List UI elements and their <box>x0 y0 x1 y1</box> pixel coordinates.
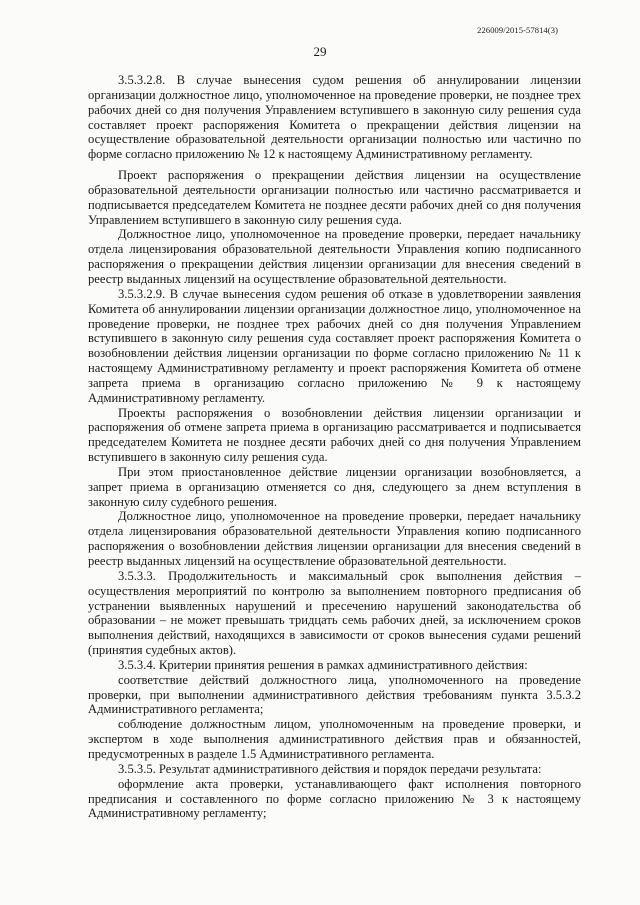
page-number: 29 <box>313 44 327 59</box>
paragraph-license-resumed: При этом приостановленное действие лицензии организации возобновляется, а запрет приема в организацию отменяется со дня, следующего за днем вступления в законную силу судебного решения. <box>88 464 581 509</box>
paragraph-criterion-compliance: соответствие действий должностного лица, уполномоченного на проведение проверки, при выполнении административного действия требованиям пункта 3.5.3.2 Административного регламента; <box>88 672 581 717</box>
paragraph-result-act: оформление акта проверки, устанавливающего факт исполнения повторного предписания и составленного по форме согласно приложению № 3 к настоящему Административному регламенту; <box>88 776 581 821</box>
document-body <box>88 73 581 821</box>
paragraph-3-5-3-5: 3.5.3.5. Результат административного действия и порядок передачи результата: <box>118 761 542 776</box>
paragraph-criterion-rights: соблюдение должностным лицом, уполномоченным на проведение проверки, и экспертом в ходе выполнения административного действия прав и обязанностей, предусмотренных в разделе 1.5 Административного регламента. <box>88 717 581 761</box>
paragraph-3-5-3-3: 3.5.3.3. Продолжительность и максимальный срок выполнения действия – осуществления мероприятий по контролю за выполнением повторного предписания об устранении выявленных нарушений и пресечению нарушений законодательства об образовании – не может превышать тридцать семь рабочих дней, за исключением сроков выполнения действий, находящихся в зависимости от сроков вынесения судами решений (принятия судебных актов). <box>88 568 581 658</box>
paragraph-draft-termination: Проект распоряжения о прекращении действия лицензии на осуществление образовательной деятельности организации полностью или частично рассматривается и подписывается председателем Комитета не позднее десяти рабочих дней со дня получения Управлением вступившего в законную силу решения суда. <box>88 168 581 227</box>
paragraph-3-5-3-2-9: 3.5.3.2.9. В случае вынесения судом решения об отказе в удовлетворении заявления Комитета об аннулировании лицензии организации должностное лицо, уполномоченное на проведение проверки, не позднее трех рабочих дней со дня получения Управлением вступившего в законную силу решения суда составляет проект распоряжения Комитета о возобновлении действия лицензии организации по форме согласно приложению № 11 к настоящему Административному регламенту и проект распоряжения Комитета об отмене запрета приема в организацию согласно приложению № 9 к настоящему Административному регламенту. <box>88 286 581 405</box>
paragraph-3-5-3-2-8: 3.5.3.2.8. В случае вынесения судом решения об аннулировании лицензии организации должностное лицо, уполномоченное на проведение проверки, не позднее трех рабочих дней со дня получения Управлением вступившего в законную силу решения суда составляет проект распоряжения Комитета о прекращении действия лицензии на осуществление образовательной деятельности организации полностью или частично по форме согласно приложению № 12 к настоящему Административному регламенту. <box>88 73 581 162</box>
paragraph-official-transfer-renewal: Должностное лицо, уполномоченное на проведение проверки, передает начальнику отдела лицензирования образовательной деятельности Управления копию подписанного распоряжения о возобновлении действия лицензии организации для внесения сведений в реестр выданных лицензий на осуществление образовательной деятельности. <box>88 509 581 568</box>
paragraph-official-transfer-termination: Должностное лицо, уполномоченное на проведение проверки, передает начальнику отдела лицензирования образовательной деятельности Управления копию подписанного распоряжения о прекращении действия лицензии организации для внесения сведений в реестр выданных лицензий на осуществление образовательной деятельности. <box>88 227 581 286</box>
paragraph-draft-renewal: Проекты распоряжения о возобновлении действия лицензии организации и распоряжения об отмене запрета приема в организацию рассматривается и подписывается председателем Комитета не позднее десяти рабочих дней со дня получения Управлением вступившего в законную силу решения суда. <box>88 405 581 465</box>
document-id: 226009/2015-57814(3) <box>477 25 558 35</box>
paragraph-3-5-3-4: 3.5.3.4. Критерии принятия решения в рамках административного действия: <box>118 657 528 672</box>
